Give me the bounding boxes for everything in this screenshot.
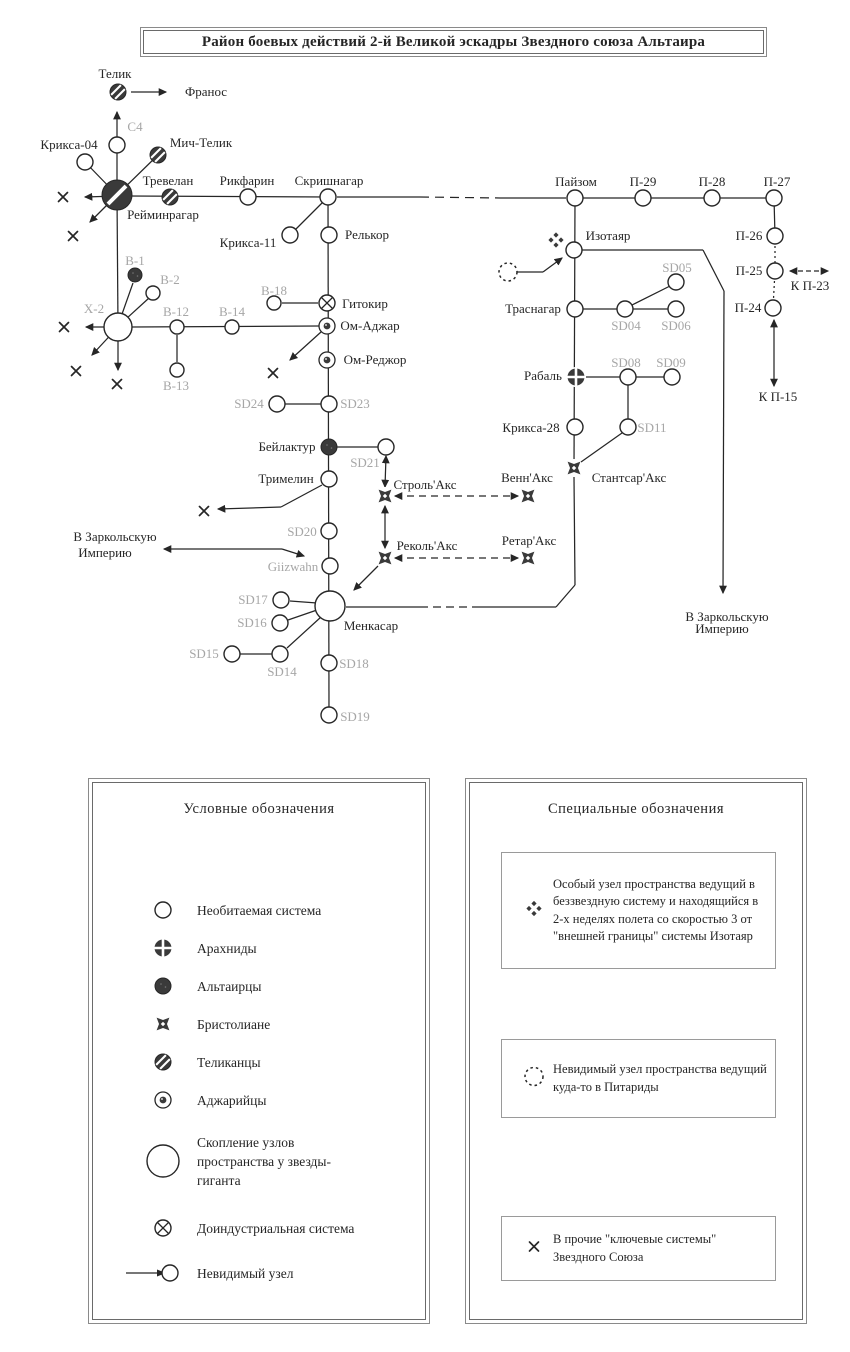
- map-label: Гитокир: [342, 296, 388, 311]
- node-strol-aks: [376, 487, 394, 505]
- map-edge: [420, 197, 500, 198]
- preindustrial-icon: [155, 1220, 171, 1236]
- adzhar-icon: [155, 1092, 171, 1108]
- legend-item-label: Альтаирцы: [197, 978, 262, 994]
- map-label: В Заркольскую: [685, 609, 769, 624]
- map-label: Пайзом: [555, 174, 597, 189]
- xmark-icon: [59, 193, 68, 202]
- node-sd18: [321, 655, 337, 671]
- legend-item-label: Аджарийцы: [197, 1092, 267, 1108]
- map-edge: [121, 283, 133, 317]
- node-sd09: [664, 369, 680, 385]
- node-sd17: [273, 592, 289, 608]
- map-label: SD09: [656, 355, 686, 370]
- map-label: В Заркольскую: [73, 529, 157, 544]
- node-sd20: [321, 523, 337, 539]
- map-edge: [574, 477, 575, 585]
- node-sd05: [668, 274, 684, 290]
- node-sd04: [617, 301, 633, 317]
- map-label: Строль'Акс: [393, 477, 457, 492]
- map-edge: [287, 617, 321, 648]
- bristol-icon: [154, 1015, 172, 1033]
- invisible-icon: [525, 1067, 543, 1085]
- map-edge: [543, 258, 562, 272]
- special-legend-box-special: [501, 852, 776, 969]
- plain-icon: [155, 902, 171, 918]
- map-label: Крикса-11: [219, 235, 277, 250]
- node-rikfarin: [240, 189, 256, 205]
- map-label: Стантсар'Акс: [591, 470, 667, 485]
- map-edge: [117, 195, 118, 327]
- map-edge: [126, 298, 149, 319]
- map-label: Венн'Акс: [501, 470, 553, 485]
- map-label: SD20: [287, 524, 317, 539]
- legend-item-label: Теликанцы: [197, 1054, 261, 1070]
- xmark-icon: [530, 1242, 539, 1251]
- node-b-12: [170, 320, 184, 334]
- legend-item-label: Арахниды: [197, 940, 257, 956]
- map-edge: [288, 610, 317, 620]
- invisible-arrow-icon: [141, 1260, 185, 1286]
- node-venn-aks: [519, 487, 537, 505]
- map-label: П-29: [629, 174, 657, 189]
- node-kriksa-04: [77, 154, 93, 170]
- node-b-1: [128, 268, 142, 282]
- map-label: Империю: [695, 621, 749, 636]
- map-label: П-27: [763, 174, 791, 189]
- xmark-icon: [69, 232, 78, 241]
- special-legend-box-xmark: [501, 1216, 776, 1281]
- preindustrial-icon: [141, 1213, 185, 1243]
- map-edge: [117, 196, 328, 197]
- map-edge: [703, 250, 724, 291]
- special-legend-box-invisible: [501, 1039, 776, 1118]
- node-sd14: [272, 646, 288, 662]
- map-labels: [40, 66, 829, 724]
- node-giizwahn: [322, 558, 338, 574]
- legend-special-title: Специальные обозначения: [548, 801, 724, 817]
- legend-item-label: Невидимый узел: [197, 1265, 294, 1281]
- legend-symbols-box: [88, 778, 430, 1324]
- special-icon: [519, 893, 549, 928]
- special-icon: [526, 900, 541, 915]
- map-label: К П-15: [758, 389, 798, 404]
- xmark-icon: [60, 323, 69, 332]
- node-b-13: [170, 363, 184, 377]
- map-label: П-24: [734, 300, 762, 315]
- special-legend-text: Невидимый узел пространства ведущий куда-то в Питариды: [553, 1062, 767, 1094]
- map-label: К П-23: [790, 278, 830, 293]
- map-label: Бейлактур: [258, 439, 316, 454]
- legend-item-label: Бристолиане: [197, 1016, 271, 1032]
- legend-item-bristol: [141, 1005, 419, 1043]
- map-label: Тримелин: [258, 471, 314, 486]
- special-legend-text: Особый узел пространства ведущий в беззвездную систему и находящийся в 2-х неделях полета со скоростью 3 от "внешней границы" системы Изотаяр: [553, 876, 759, 943]
- map-edge: [218, 507, 281, 509]
- map-label: Giizwahn: [267, 559, 319, 574]
- map-label: Империю: [78, 545, 132, 560]
- node-mich-telik: [150, 147, 166, 163]
- map-label: В-13: [163, 378, 189, 393]
- node-reyminragar: [102, 180, 132, 210]
- legend-item-telik: [141, 1043, 419, 1081]
- map-label: Крикса-28: [502, 420, 560, 435]
- map-label: В-2: [160, 272, 180, 287]
- xmark-icon: [72, 367, 81, 376]
- node-relkor: [321, 227, 337, 243]
- map-edge: [328, 197, 329, 715]
- xmark-icon: [269, 369, 278, 378]
- node-om-adzhar: [319, 318, 335, 334]
- legend-item-invisible-arrow: [141, 1253, 419, 1293]
- map-label: SD19: [340, 709, 370, 724]
- map-label: SD06: [661, 318, 691, 333]
- map-label: Ретар'Акс: [501, 533, 557, 548]
- arachnid-icon: [153, 938, 173, 958]
- altair-icon: [155, 978, 171, 994]
- node-om-redzhor: [319, 352, 335, 368]
- map-label: SD15: [189, 646, 219, 661]
- xmark-icon: [519, 1231, 549, 1266]
- map-label: Х-2: [83, 301, 105, 316]
- node-gitokir: [319, 295, 335, 311]
- node-sd16: [272, 615, 288, 631]
- map-label: SD18: [339, 656, 369, 671]
- node-menkasar: [315, 591, 345, 621]
- node-p-28: [704, 190, 720, 206]
- node-p-24: [765, 300, 781, 316]
- map-label: SD11: [637, 420, 667, 435]
- legend-symbols-items: [141, 891, 419, 1293]
- map-label: Крикса-04: [40, 137, 98, 152]
- arachnid-icon: [141, 933, 185, 963]
- telik-icon: [155, 1054, 171, 1070]
- giant-icon: [141, 1139, 185, 1183]
- legend-item-label: Скопление узлов пространства у звезды-гиганта: [197, 1134, 331, 1188]
- legend-item-arachnid: [141, 929, 419, 967]
- telik-icon: [141, 1047, 185, 1077]
- node-sd06: [668, 301, 684, 317]
- map-label: Рабаль: [524, 368, 562, 383]
- node-izotayar-special: [548, 232, 563, 247]
- map-label: В-18: [261, 283, 287, 298]
- node-b-14: [225, 320, 239, 334]
- map-edge: [630, 286, 670, 306]
- node-b-18: [267, 296, 281, 310]
- map-label: Франос: [184, 84, 228, 99]
- map-label: С4: [127, 119, 143, 134]
- special-legend-text: В прочие "ключевые системы" Звездного Союза: [553, 1232, 717, 1264]
- map-label: SD16: [237, 615, 267, 630]
- node-p-27: [766, 190, 782, 206]
- node-trevelan: [162, 189, 178, 205]
- plain-icon: [141, 895, 185, 925]
- node-sd21: [378, 439, 394, 455]
- node-c4: [109, 137, 125, 153]
- map-label: SD21: [350, 455, 380, 470]
- map-label: Изотаяр: [585, 228, 631, 243]
- map-edge: [290, 332, 321, 360]
- node-kriksa-28: [567, 419, 583, 435]
- node-invisible-pitaridy: [499, 263, 517, 281]
- legend-item-label: Доиндустриальная система: [197, 1220, 355, 1236]
- legend-item-adzhar: [141, 1081, 419, 1119]
- map-label: Релькор: [345, 227, 389, 242]
- node-stantsar-aks: [565, 459, 583, 477]
- node-trimelin: [321, 471, 337, 487]
- map-label: Ом-Реджор: [343, 352, 407, 367]
- map-label: В-12: [163, 304, 189, 319]
- map-edge: [281, 485, 322, 507]
- map-label: Рейминрагар: [127, 207, 199, 222]
- node-payzom: [567, 190, 583, 206]
- map-label: Тревелан: [142, 173, 194, 188]
- map-label: Реколь'Акс: [396, 538, 458, 553]
- map-edge: [556, 585, 575, 607]
- legend-item-altair: [141, 967, 419, 1005]
- map-edge: [290, 601, 317, 603]
- map-title: Район боевых действий 2-й Великой эскадры Звездного союза Альтаира: [201, 33, 706, 50]
- node-trasnagar: [567, 301, 583, 317]
- map-edge: [282, 549, 304, 556]
- map-label: Траснагар: [505, 301, 561, 316]
- map-label: В-14: [219, 304, 245, 319]
- map-label: SD24: [234, 396, 264, 411]
- map-label: П-25: [735, 263, 763, 278]
- map-label: SD23: [340, 396, 370, 411]
- map-label: П-28: [698, 174, 726, 189]
- node-kriksa-11: [282, 227, 298, 243]
- node-p-25: [767, 263, 783, 279]
- legend-item-preindustrial: [141, 1203, 419, 1253]
- legend-item-plain: [141, 891, 419, 929]
- map-label: П-26: [735, 228, 763, 243]
- giant-icon: [147, 1145, 179, 1177]
- node-sd08: [620, 369, 636, 385]
- xmark-icon: [113, 380, 122, 389]
- altair-icon: [141, 971, 185, 1001]
- node-rabal: [566, 367, 586, 387]
- node-telik: [110, 84, 126, 100]
- node-b-2: [146, 286, 160, 300]
- invisible-icon: [519, 1061, 549, 1096]
- map-label: Телик: [98, 66, 132, 81]
- map-label: Ом-Аджар: [340, 318, 400, 333]
- map-label: Скришнагар: [294, 173, 364, 188]
- node-p-26: [767, 228, 783, 244]
- map-label: В-1: [125, 253, 145, 268]
- map-label: SD05: [662, 260, 692, 275]
- xmark-icon: [200, 507, 209, 516]
- map-edge: [723, 291, 724, 593]
- map-edge: [385, 456, 386, 487]
- adzhar-icon: [141, 1085, 185, 1115]
- map-label: Рикфарин: [219, 173, 275, 188]
- node-beylaktur: [321, 439, 337, 455]
- map-label: SD17: [238, 592, 268, 607]
- node-sd19: [321, 707, 337, 723]
- node-rekol-aks: [376, 549, 394, 567]
- node-sd23: [321, 396, 337, 412]
- legend-special-box: [465, 778, 807, 1324]
- map-label: SD04: [611, 318, 641, 333]
- map-label: SD14: [267, 664, 297, 679]
- map-label: Мич-Телик: [169, 135, 233, 150]
- node-skrishnagar: [320, 189, 336, 205]
- node-sd24: [269, 396, 285, 412]
- legend-symbols-title: Условные обозначения: [183, 801, 335, 817]
- bristol-icon: [141, 1009, 185, 1039]
- node-izotayar: [566, 242, 582, 258]
- map-label: SD08: [611, 355, 641, 370]
- legend-item-giant: [141, 1119, 419, 1203]
- map-edge: [354, 566, 378, 590]
- legend-item-label: Необитаемая система: [197, 902, 322, 918]
- node-p-29: [635, 190, 651, 206]
- map-edge: [581, 433, 622, 462]
- node-sd15: [224, 646, 240, 662]
- node-x-2: [104, 313, 132, 341]
- map-label: Менкасар: [343, 618, 399, 633]
- node-sd11: [620, 419, 636, 435]
- node-retar-aks: [519, 549, 537, 567]
